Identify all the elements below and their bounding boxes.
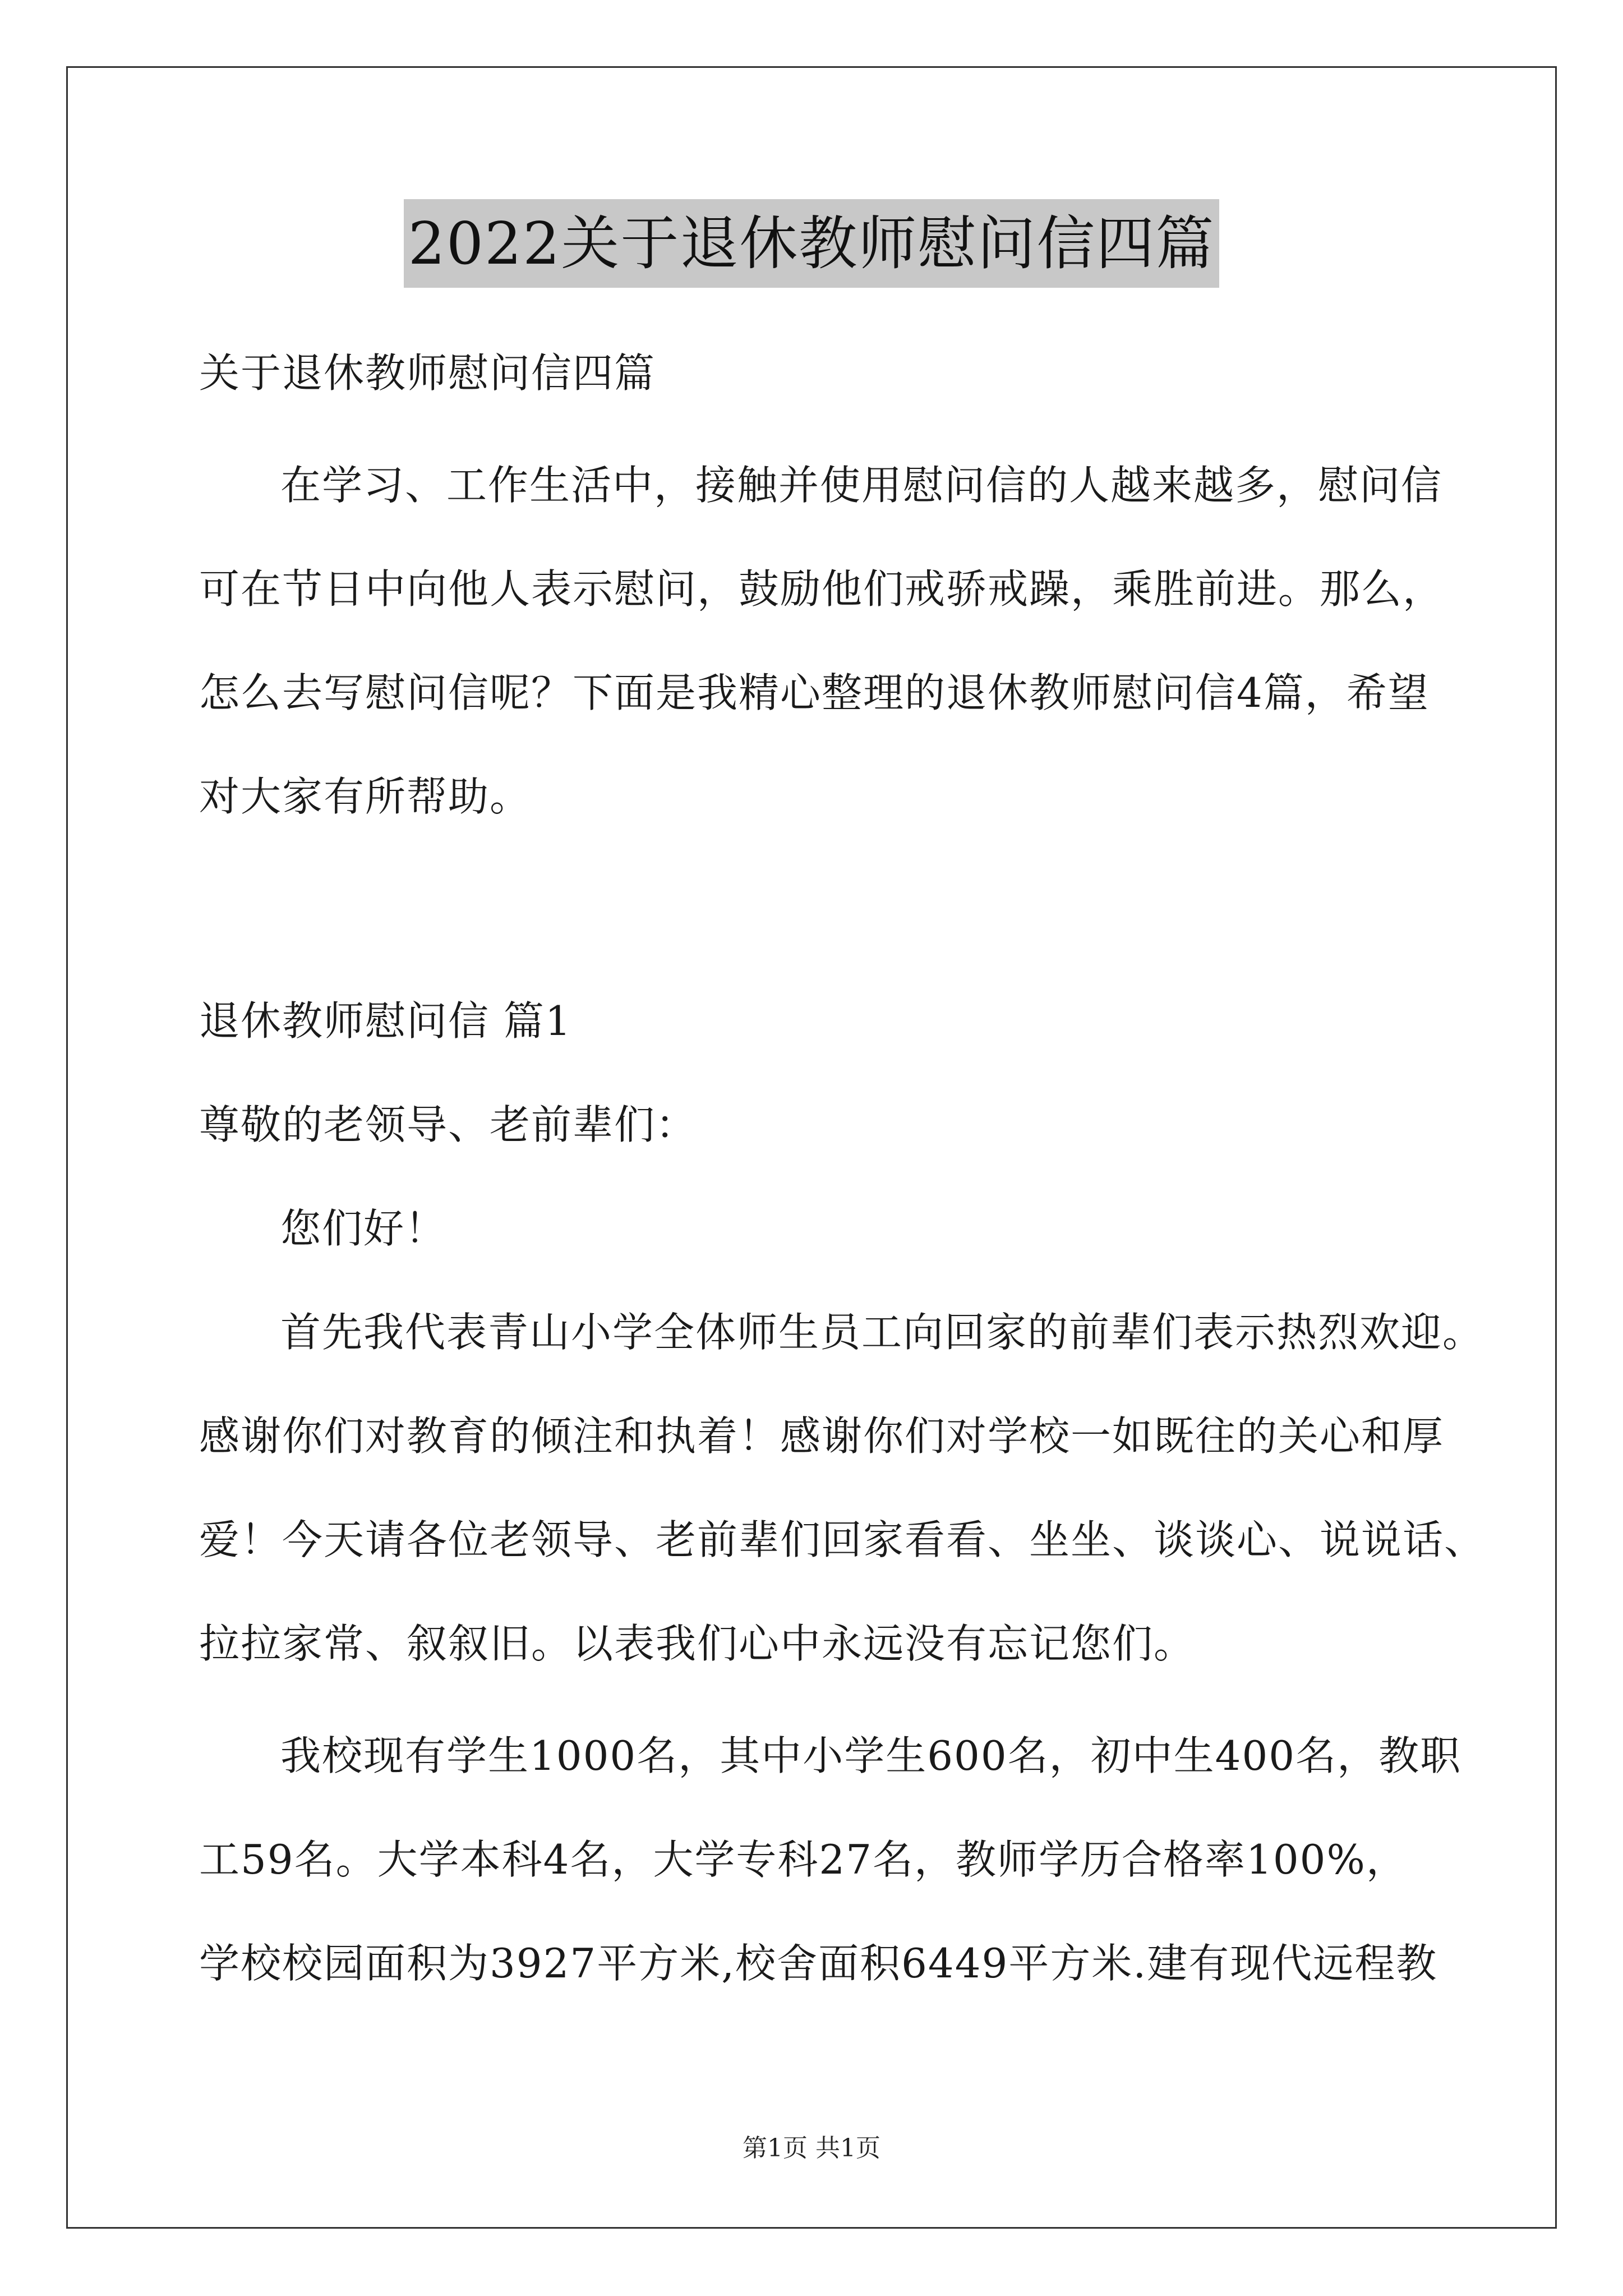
intro-line-2: 可在节日中向他人表示慰问，鼓励他们戒骄戒躁，乘胜前进。那么， [199,565,1445,613]
page-footer: 第1页 共1页 [743,2134,880,2162]
intro-line-4: 对大家有所帮助。 [199,773,532,820]
para2-line-2: 工59名。大学本科4名，大学专科27名，教师学历合格率100%， [199,1836,1408,1883]
subtitle: 关于退休教师慰问信四篇 [199,349,656,397]
para2-line-3: 学校校园面积为3927平方米,校舍面积6449平方米.建有现代远程教 [199,1940,1438,1987]
salutation: 尊敬的老领导、老前辈们： [199,1101,698,1148]
para1-line-2: 感谢你们对教育的倾注和执着！感谢你们对学校一如既往的关心和厚 [199,1412,1445,1460]
intro-line-1: 在学习、工作生活中，接触并使用慰问信的人越来越多，慰问信 [280,462,1443,509]
section-heading: 退休教师慰问信 篇1 [199,997,572,1045]
greeting: 您们好！ [280,1205,447,1252]
title-container [0,199,1623,288]
para1-line-3: 爱！今天请各位老领导、老前辈们回家看看、坐坐、谈谈心、说说话、 [199,1516,1486,1563]
document-title: 2022关于退休教师慰问信四篇 [404,199,1220,288]
intro-line-3: 怎么去写慰问信呢？下面是我精心整理的退休教师慰问信4篇，希望 [199,669,1430,716]
para1-line-1: 首先我代表青山小学全体师生员工向回家的前辈们表示热烈欢迎。 [280,1309,1484,1356]
para2-line-1: 我校现有学生1000名，其中小学生600名，初中生400名，教职 [280,1732,1462,1779]
para1-line-4: 拉拉家常、叙叙旧。以表我们心中永远没有忘记您们。 [199,1620,1196,1667]
